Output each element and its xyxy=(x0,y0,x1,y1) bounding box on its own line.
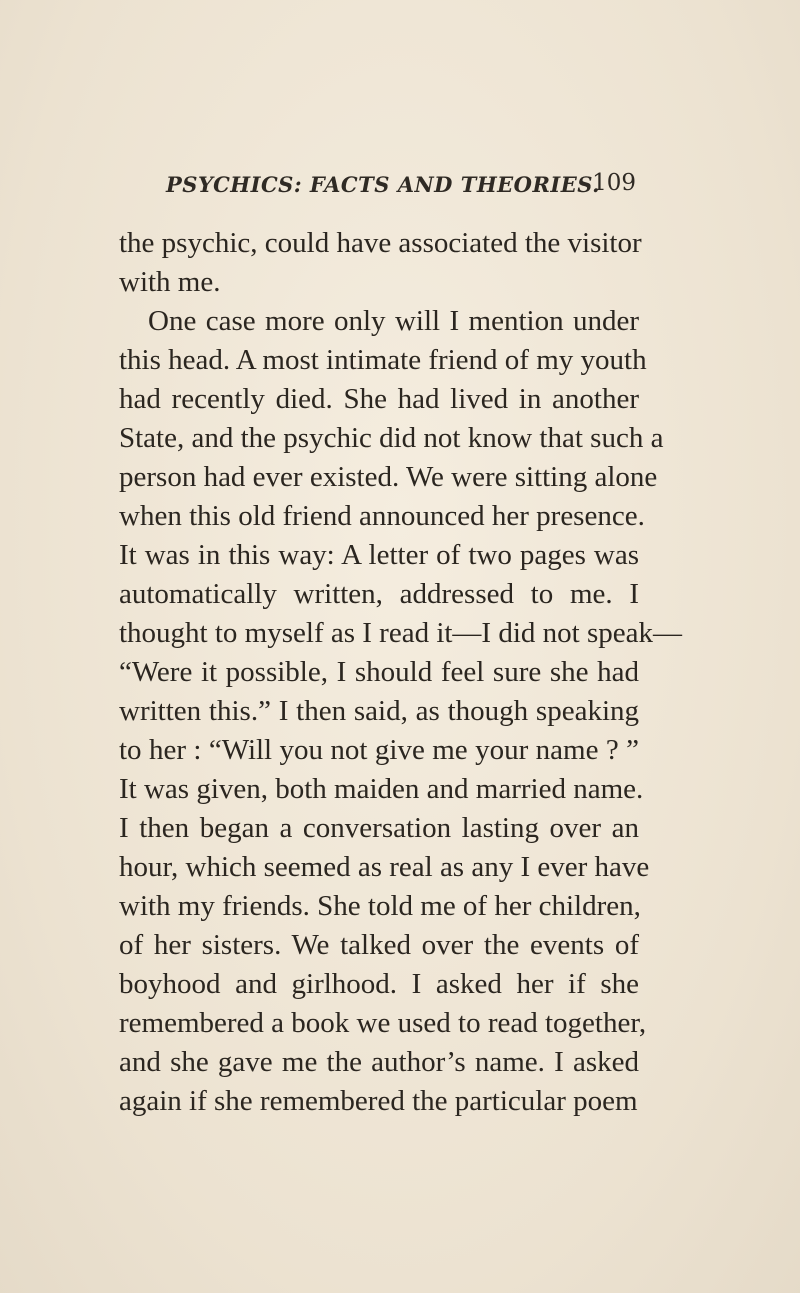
text-line: and she gave me the author’s name. I asked xyxy=(119,1046,639,1078)
text-line: boyhood and girlhood. I asked her if she xyxy=(119,968,639,1000)
text-line: person had ever existed. We were sitting alone xyxy=(119,461,658,493)
text-line: State, and the psychic did not know that such a xyxy=(119,422,664,454)
text-line: “Were it possible, I should feel sure she had xyxy=(119,656,639,688)
text-line: thought to myself as I read it—I did not speak— xyxy=(119,617,682,649)
text-line: had recently died. She had lived in another xyxy=(119,383,639,415)
text-line: this head. A most intimate friend of my youth xyxy=(119,344,647,376)
text-line: It was in this way: A letter of two pages was xyxy=(119,539,639,571)
text-line: the psychic, could have associated the visitor xyxy=(119,227,642,259)
running-head xyxy=(166,170,636,204)
text-line: I then began a conversation lasting over an xyxy=(119,812,639,844)
text-line: with me. xyxy=(119,266,221,298)
text-line: One case more only will I mention under xyxy=(148,305,639,337)
text-line: again if she remembered the particular poem xyxy=(119,1085,638,1117)
body-text xyxy=(119,224,682,1121)
text-line: It was given, both maiden and married name. xyxy=(119,773,644,805)
page-number: 109 xyxy=(592,170,636,196)
text-line: hour, which seemed as real as any I ever have xyxy=(119,851,650,883)
text-line: with my friends. She told me of her children, xyxy=(119,890,641,922)
text-line: to her : “Will you not give me your name ? ” xyxy=(119,734,639,766)
text-line: automatically written, addressed to me. I xyxy=(119,578,639,610)
text-line: written this.” I then said, as though speaking xyxy=(119,695,639,727)
running-title: PSYCHICS: FACTS AND THEORIES. xyxy=(166,172,600,197)
text-line: when this old friend announced her presence. xyxy=(119,500,645,532)
text-line: of her sisters. We talked over the events of xyxy=(119,929,639,961)
text-line: remembered a book we used to read together, xyxy=(119,1007,647,1039)
